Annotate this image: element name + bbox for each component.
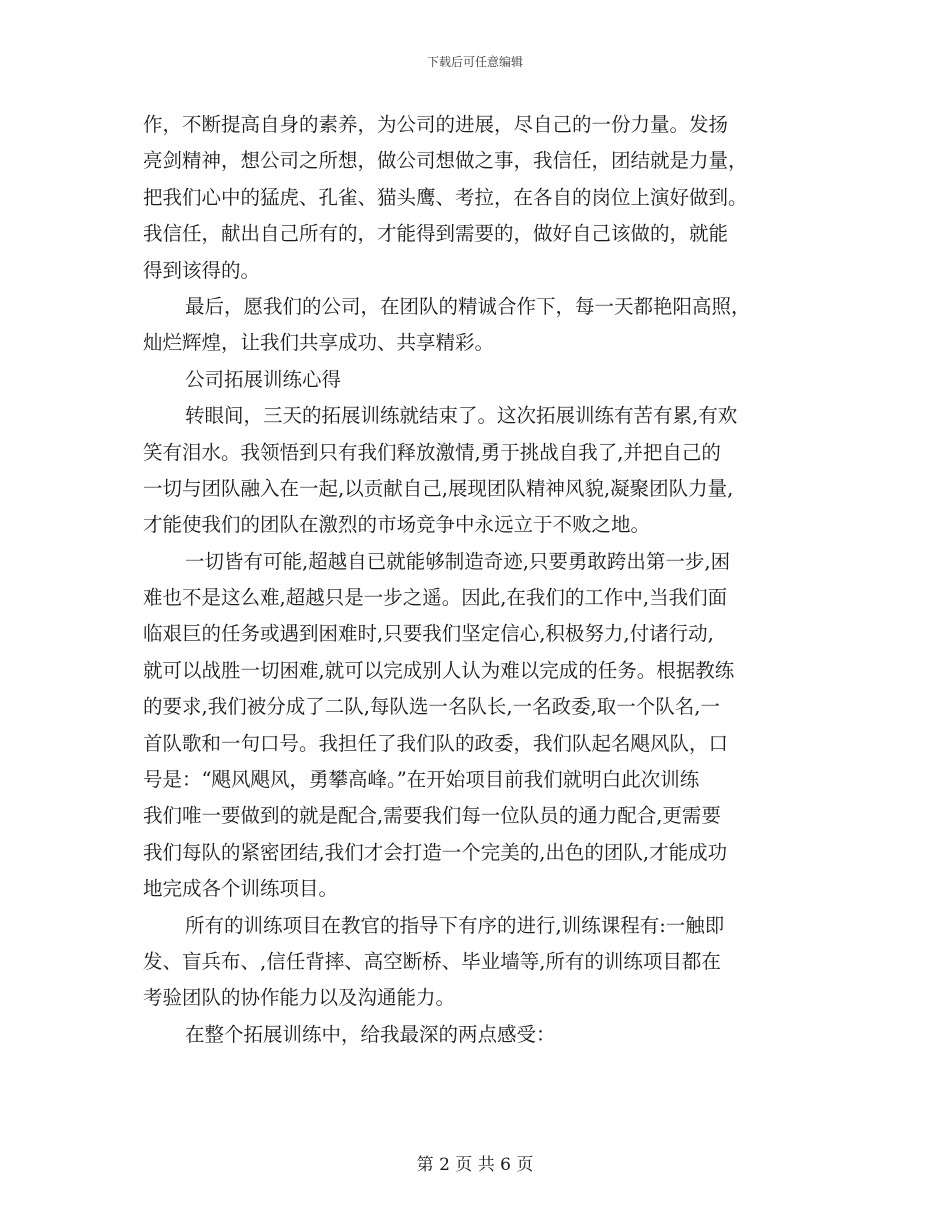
body-line: 亮剑精神，想公司之所想，做公司想做之事，我信任，团结就是力量， xyxy=(143,149,748,173)
body-line: 难也不是这么难,超越只是一步之遥。因此,在我们的工作中,当我们面 xyxy=(143,586,728,610)
page-footer: 第 2 页 共 6 页 xyxy=(416,1155,534,1175)
body-line: 一切与团队融入在一起,以贡献自己,展现团队精神风貌,凝聚团队力量, xyxy=(143,476,734,500)
body-line: 一切皆有可能,超越自已就能够制造奇迹,只要勇敢跨出第一步,困 xyxy=(185,549,731,573)
body-line: 得到该得的。 xyxy=(143,258,261,282)
body-line: 把我们心中的猛虎、孔雀、猫头鹰、考拉，在各自的岗位上演好做到。 xyxy=(143,185,748,209)
body-line: 地完成各个训练项目。 xyxy=(143,877,339,901)
body-line: 考验团队的协作能力以及沟通能力。 xyxy=(143,986,456,1010)
document-body xyxy=(143,107,811,1053)
body-line: 所有的训练项目在教官的指导下有序的进行,训练课程有:一触即 xyxy=(185,913,725,937)
body-line: 号是：“飓风飓风，勇攀高峰。”在开始项目前我们就明白此次训练 xyxy=(143,768,700,792)
body-line: 的要求,我们被分成了二队,每队选一名队长,一名政委,取一个队名,一 xyxy=(143,695,720,719)
section-title: 公司拓展训练心得 xyxy=(185,367,342,391)
body-line: 才能使我们的团队在激烈的市场竞争中永远立于不败之地。 xyxy=(143,513,651,537)
body-line: 发、盲兵布、,信任背摔、高空断桥、毕业墙等,所有的训练项目都在 xyxy=(143,949,721,973)
body-line: 笑有泪水。我领悟到只有我们释放激情,勇于挑战自我了,并把自己的 xyxy=(143,440,721,464)
body-line: 我信任，献出自己所有的，才能得到需要的，做好自己该做的，就能 xyxy=(143,222,729,246)
body-line: 作，不断提高自身的素养，为公司的进展，尽自己的一份力量。发扬 xyxy=(143,113,729,136)
body-line: 最后，愿我们的公司，在团队的精诚合作下，每一天都艳阳高照， xyxy=(185,294,751,318)
body-line: 在整个拓展训练中，给我最深的两点感受： xyxy=(185,1022,556,1046)
body-line: 我们唯一要做到的就是配合,需要我们每一位队员的通力配合,更需要 xyxy=(143,804,721,828)
body-line: 首队歌和一句口号。我担任了我们队的政委，我们队起名飓风队，口 xyxy=(143,731,729,755)
page-header: 下载后可任意编辑 xyxy=(426,55,523,69)
body-line: 转眼间，三天的拓展训练就结束了。这次拓展训练有苦有累,有欢 xyxy=(185,404,738,428)
body-line: 我们每队的紧密团结,我们才会打造一个完美的,出色的团队,才能成功 xyxy=(143,840,728,864)
body-line: 灿烂辉煌，让我们共享成功、共享精彩。 xyxy=(143,331,495,355)
body-line: 临艰巨的任务或遇到困难时,只要我们坚定信心,积极努力,付诸行动, xyxy=(143,622,714,646)
body-line: 就可以战胜一切困难,就可以完成别人认为难以完成的任务。根据教练 xyxy=(143,658,735,682)
